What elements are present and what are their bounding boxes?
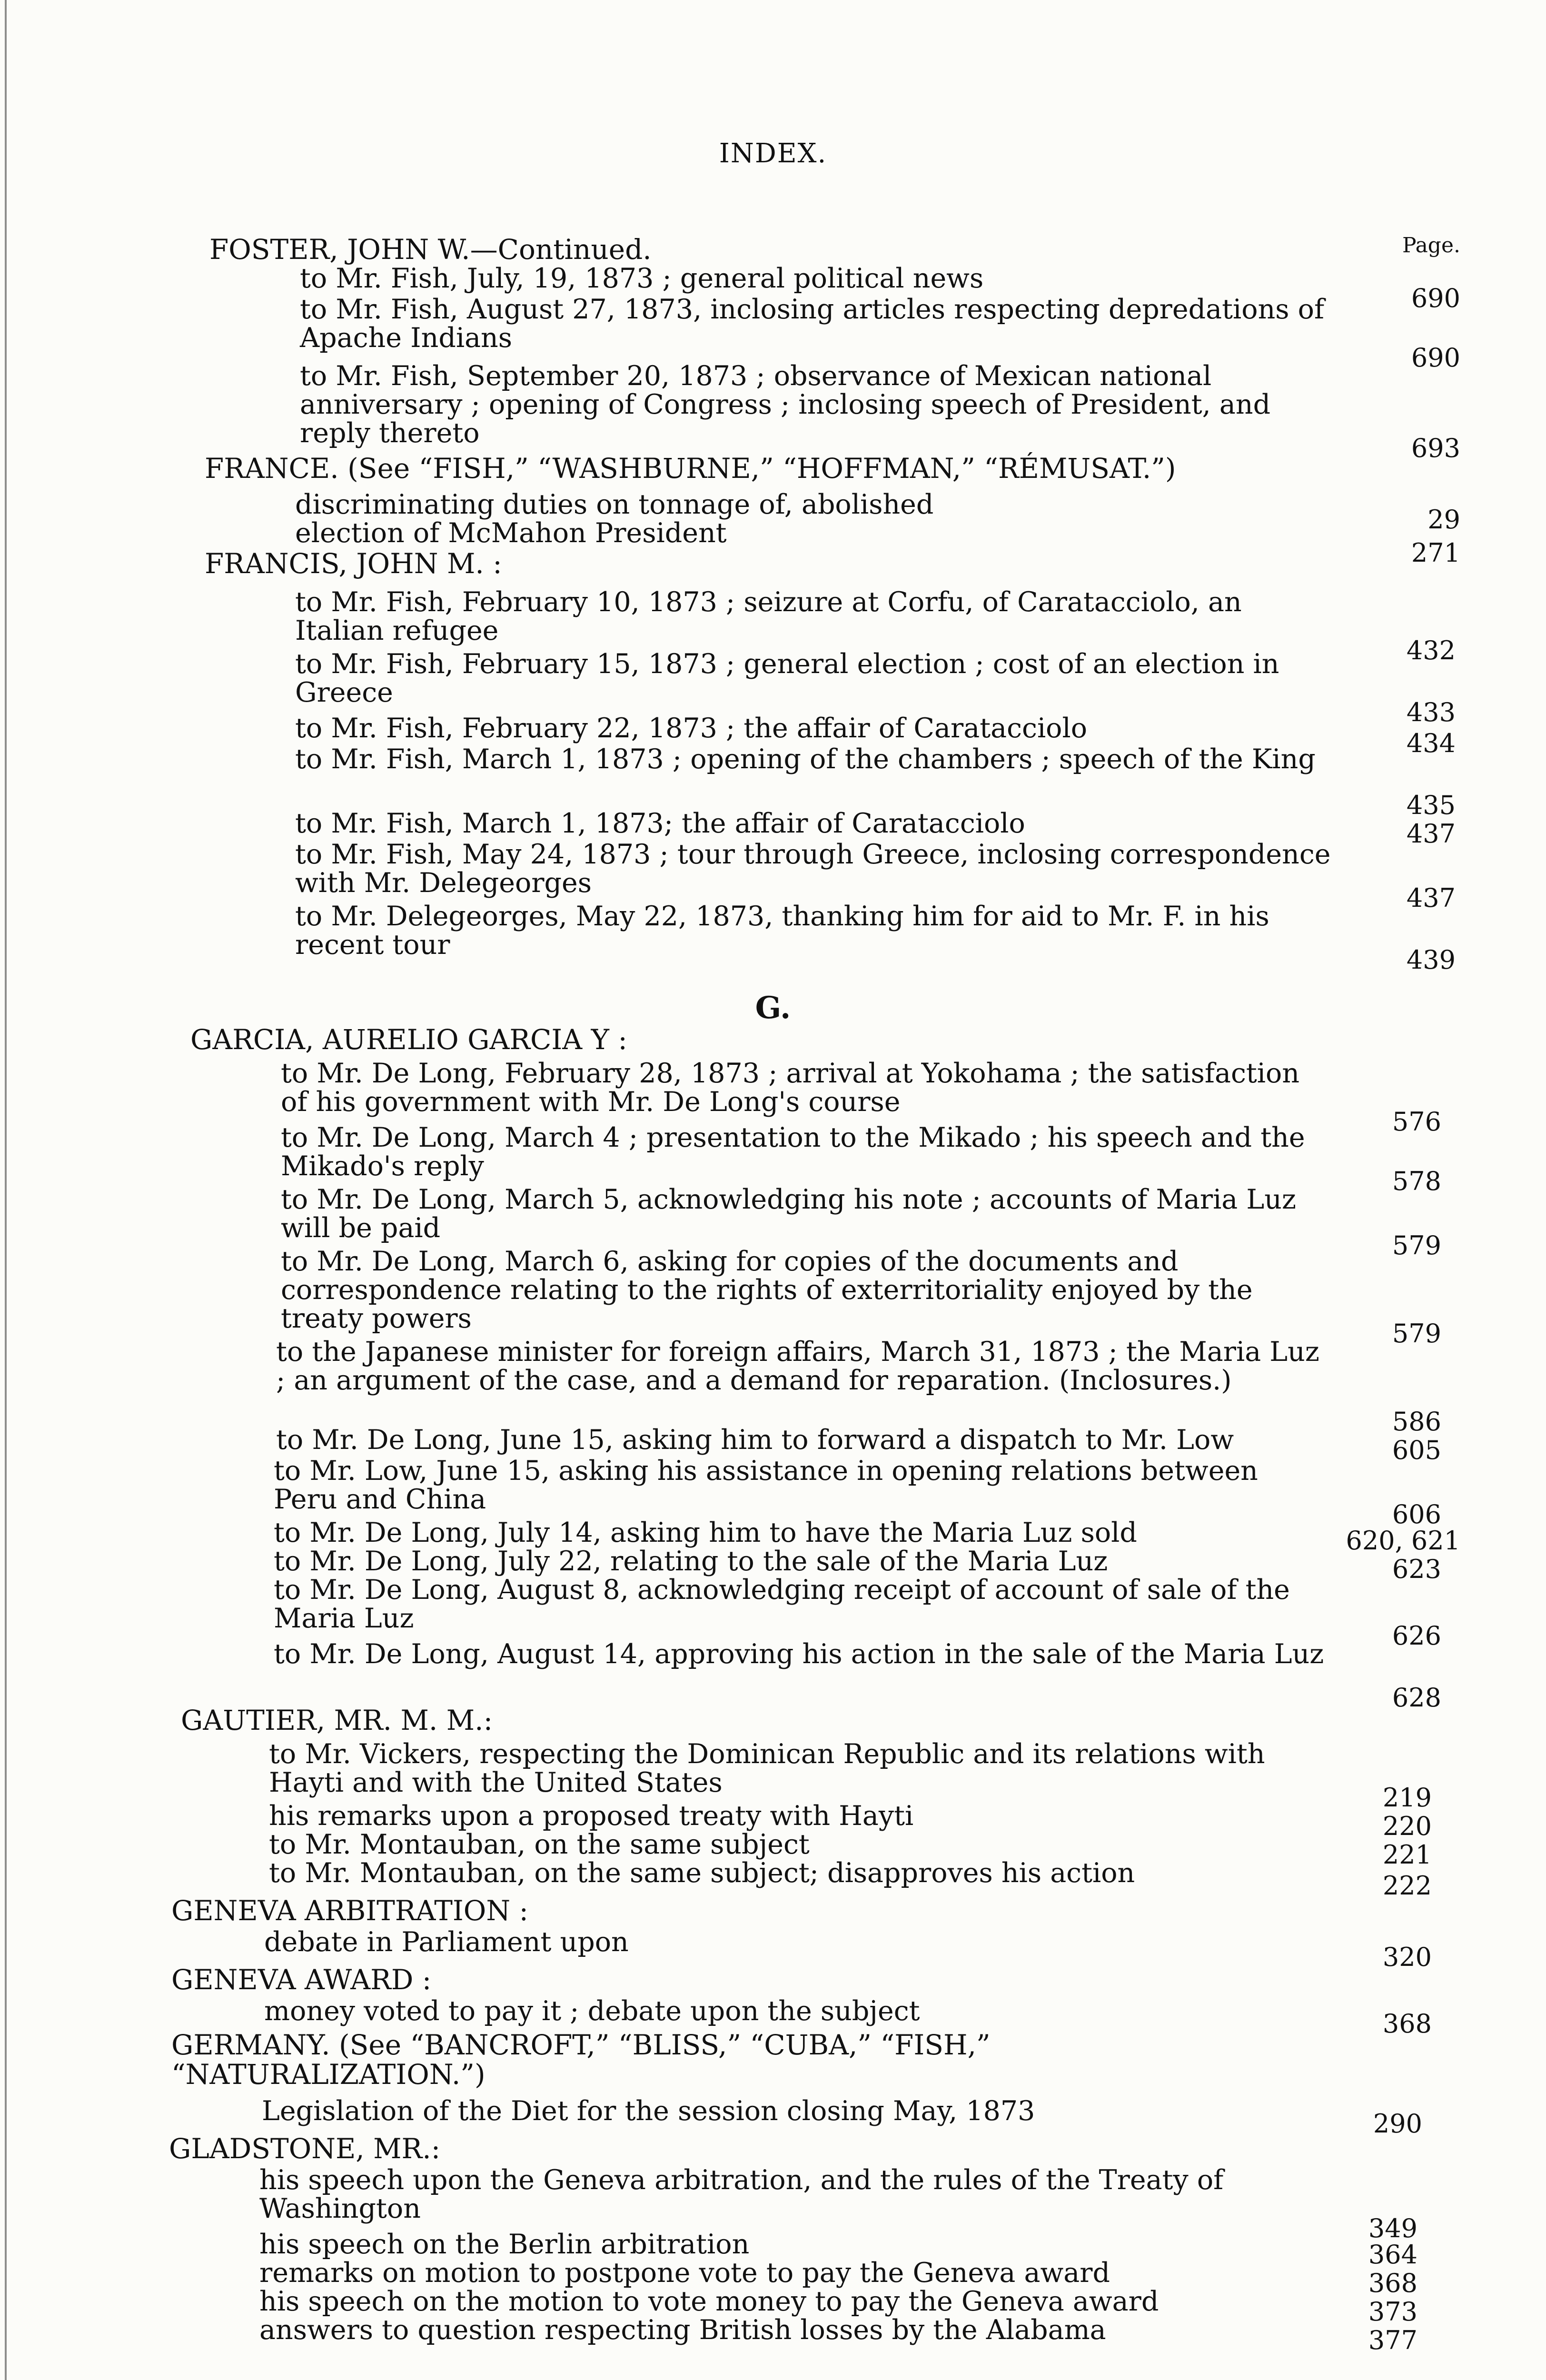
entry-page: 605 <box>1392 1435 1441 1465</box>
entry-page: 576 <box>1392 1107 1441 1137</box>
entry-page: 222 <box>1382 1871 1432 1901</box>
entry-page: 349 <box>1368 2213 1417 2243</box>
entry-page: 373 <box>1368 2297 1417 2327</box>
entry-page: 437 <box>1406 883 1456 913</box>
entry-page: 320 <box>1382 1942 1432 1972</box>
entry-page: 586 <box>1392 1407 1441 1437</box>
entry-text: remarks on motion to postpone vote to pay the Geneva award <box>259 2257 1110 2289</box>
entry-page: 368 <box>1382 2009 1432 2039</box>
entry-page: 290 <box>1373 2109 1422 2139</box>
entry-page: 377 <box>1368 2325 1417 2355</box>
entry-text: to Mr. Fish, February 10, 1873 ; seizure at Corfu, of Caratacciolo, an Italian refugee <box>295 586 1242 646</box>
entry-page: 364 <box>1368 2240 1417 2270</box>
entry-text: to Mr. De Long, August 8, acknowledging receipt of account of sale of the Maria Luz <box>274 1574 1290 1634</box>
heading-francis: FRANCIS, JOHN M. : <box>205 547 502 580</box>
entry-page: 221 <box>1382 1840 1432 1870</box>
entry-page: 271 <box>1411 538 1460 568</box>
entry-page: 220 <box>1382 1811 1432 1841</box>
entry-text: to Mr. Delegeorges, May 22, 1873, thanking him for aid to Mr. F. in his recent tour <box>295 901 1269 961</box>
entry-page: 693 <box>1411 433 1460 463</box>
entry-page: 606 <box>1392 1499 1441 1529</box>
page-title: INDEX. <box>719 138 827 169</box>
entry-page: 368 <box>1368 2268 1417 2298</box>
entry-text: money voted to pay it ; debate upon the subject <box>264 1995 920 2027</box>
entry-page: 626 <box>1392 1621 1441 1651</box>
heading-france: FRANCE. (See “FISH,” “WASHBURNE,” “HOFFMAN,” “RÉMUSAT.”) <box>205 452 1176 485</box>
entry-page: 29 <box>1427 505 1460 535</box>
entry-page: 620, 621 <box>1346 1526 1460 1556</box>
entry-page: 433 <box>1406 697 1456 727</box>
heading-foster: FOSTER, JOHN W.—Continued. <box>209 233 652 266</box>
entry-text: debate in Parliament upon <box>264 1926 629 1958</box>
heading-garcia: GARCIA, AURELIO GARCIA Y : <box>190 1023 627 1056</box>
heading-gladstone: GLADSTONE, MR.: <box>169 2132 441 2165</box>
entry-page: 432 <box>1406 635 1456 665</box>
entry-page: 690 <box>1411 283 1460 313</box>
entry-text: to Mr. Vickers, respecting the Dominican Republic and its relations with Hayti and with the United States <box>269 1738 1265 1798</box>
entry-page: 437 <box>1406 819 1456 849</box>
entry-text: to Mr. Fish, September 20, 1873 ; observance of Mexican national anniversary ; opening of Congress ; inclosing speech of President, and reply thereto <box>300 360 1271 449</box>
heading-gautier: GAUTIER, MR. M. M.: <box>181 1704 493 1736</box>
entry-text: his remarks upon a proposed treaty with Hayti <box>269 1800 914 1832</box>
entry-text: to Mr. De Long, March 6, asking for copies of the documents and correspondence relating to the rights of exterritoriality enjoyed by the treaty powers <box>281 1246 1253 1334</box>
entry-text: discriminating duties on tonnage of, abolished <box>295 489 934 520</box>
entry-page: 579 <box>1392 1319 1441 1349</box>
entry-text: to the Japanese minister for foreign affairs, March 31, 1873 ; the Maria Luz ; an argument of the case, and a demand for reparation. (Inclosures.) <box>276 1336 1319 1396</box>
entry-text: to Mr. Fish, July, 19, 1873 ; general political news <box>300 263 984 294</box>
entry-page: 623 <box>1392 1554 1441 1584</box>
entry-text: to Mr. Fish, May 24, 1873 ; tour through Greece, inclosing correspondence with Mr. Delegeorges <box>295 839 1331 899</box>
entry-text: to Mr. Fish, August 27, 1873, inclosing articles respecting depredations of Apache Indians <box>300 294 1325 354</box>
page-edge-rule <box>5 0 7 2380</box>
entry-text: his speech upon the Geneva arbitration, and the rules of the Treaty of Washington <box>259 2164 1224 2224</box>
entry-text: to Mr. Low, June 15, asking his assistance in opening relations between Peru and China <box>274 1455 1258 1515</box>
heading-geneva-arbitration: GENEVA ARBITRATION : <box>171 1894 529 1927</box>
entry-text: to Mr. De Long, July 14, asking him to have the Maria Luz sold <box>274 1517 1137 1548</box>
heading-geneva-award: GENEVA AWARD : <box>171 1964 432 1996</box>
entry-page: 690 <box>1411 343 1460 373</box>
entry-text: answers to question respecting British losses by the Alabama <box>259 2314 1106 2346</box>
entry-text: to Mr. Fish, March 1, 1873 ; opening of the chambers ; speech of the King <box>295 744 1316 775</box>
entry-text: to Mr. Montauban, on the same subject; disapproves his action <box>269 1857 1135 1889</box>
entry-page: 435 <box>1406 790 1456 820</box>
entry-text: to Mr. De Long, March 4 ; presentation to the Mikado ; his speech and the Mikado's reply <box>281 1122 1305 1182</box>
heading-germany: GERMANY. (See “BANCROFT,” “BLISS,” “CUBA,” “FISH,” “NATURALIZATION.”) <box>171 2029 991 2091</box>
entry-page: 628 <box>1392 1683 1441 1713</box>
page-column-label: Page. <box>1402 233 1460 258</box>
entry-page: 219 <box>1382 1783 1432 1813</box>
entry-text: to Mr. De Long, June 15, asking him to forward a dispatch to Mr. Low <box>276 1424 1234 1456</box>
entry-text: election of McMahon President <box>295 517 727 549</box>
entry-page: 579 <box>1392 1230 1441 1260</box>
entry-text: to Mr. De Long, March 5, acknowledging his note ; accounts of Maria Luz will be paid <box>281 1184 1296 1244</box>
entry-text: to Mr. De Long, August 14, approving his action in the sale of the Maria Luz <box>274 1638 1324 1670</box>
entry-text: to Mr. De Long, February 28, 1873 ; arrival at Yokohama ; the satisfaction of his government with Mr. De Long's course <box>281 1058 1300 1118</box>
entry-page: 434 <box>1406 728 1456 758</box>
entry-text: Legislation of the Diet for the session closing May, 1873 <box>262 2095 1035 2127</box>
entry-page: 578 <box>1392 1166 1441 1196</box>
entry-text: to Mr. Fish, March 1, 1873; the affair of Caratacciolo <box>295 808 1025 839</box>
entry-text: to Mr. Fish, February 22, 1873 ; the affair of Caratacciolo <box>295 713 1088 744</box>
entry-text: his speech on the Berlin arbitration <box>259 2229 750 2260</box>
entry-text: to Mr. De Long, July 22, relating to the sale of the Maria Luz <box>274 1546 1108 1577</box>
entry-text: his speech on the motion to vote money to pay the Geneva award <box>259 2286 1159 2317</box>
section-letter-g: G. <box>755 990 791 1026</box>
entry-text: to Mr. Montauban, on the same subject <box>269 1829 810 1860</box>
entry-page: 439 <box>1406 945 1456 975</box>
entry-text: to Mr. Fish, February 15, 1873 ; general election ; cost of an election in Greece <box>295 648 1279 708</box>
